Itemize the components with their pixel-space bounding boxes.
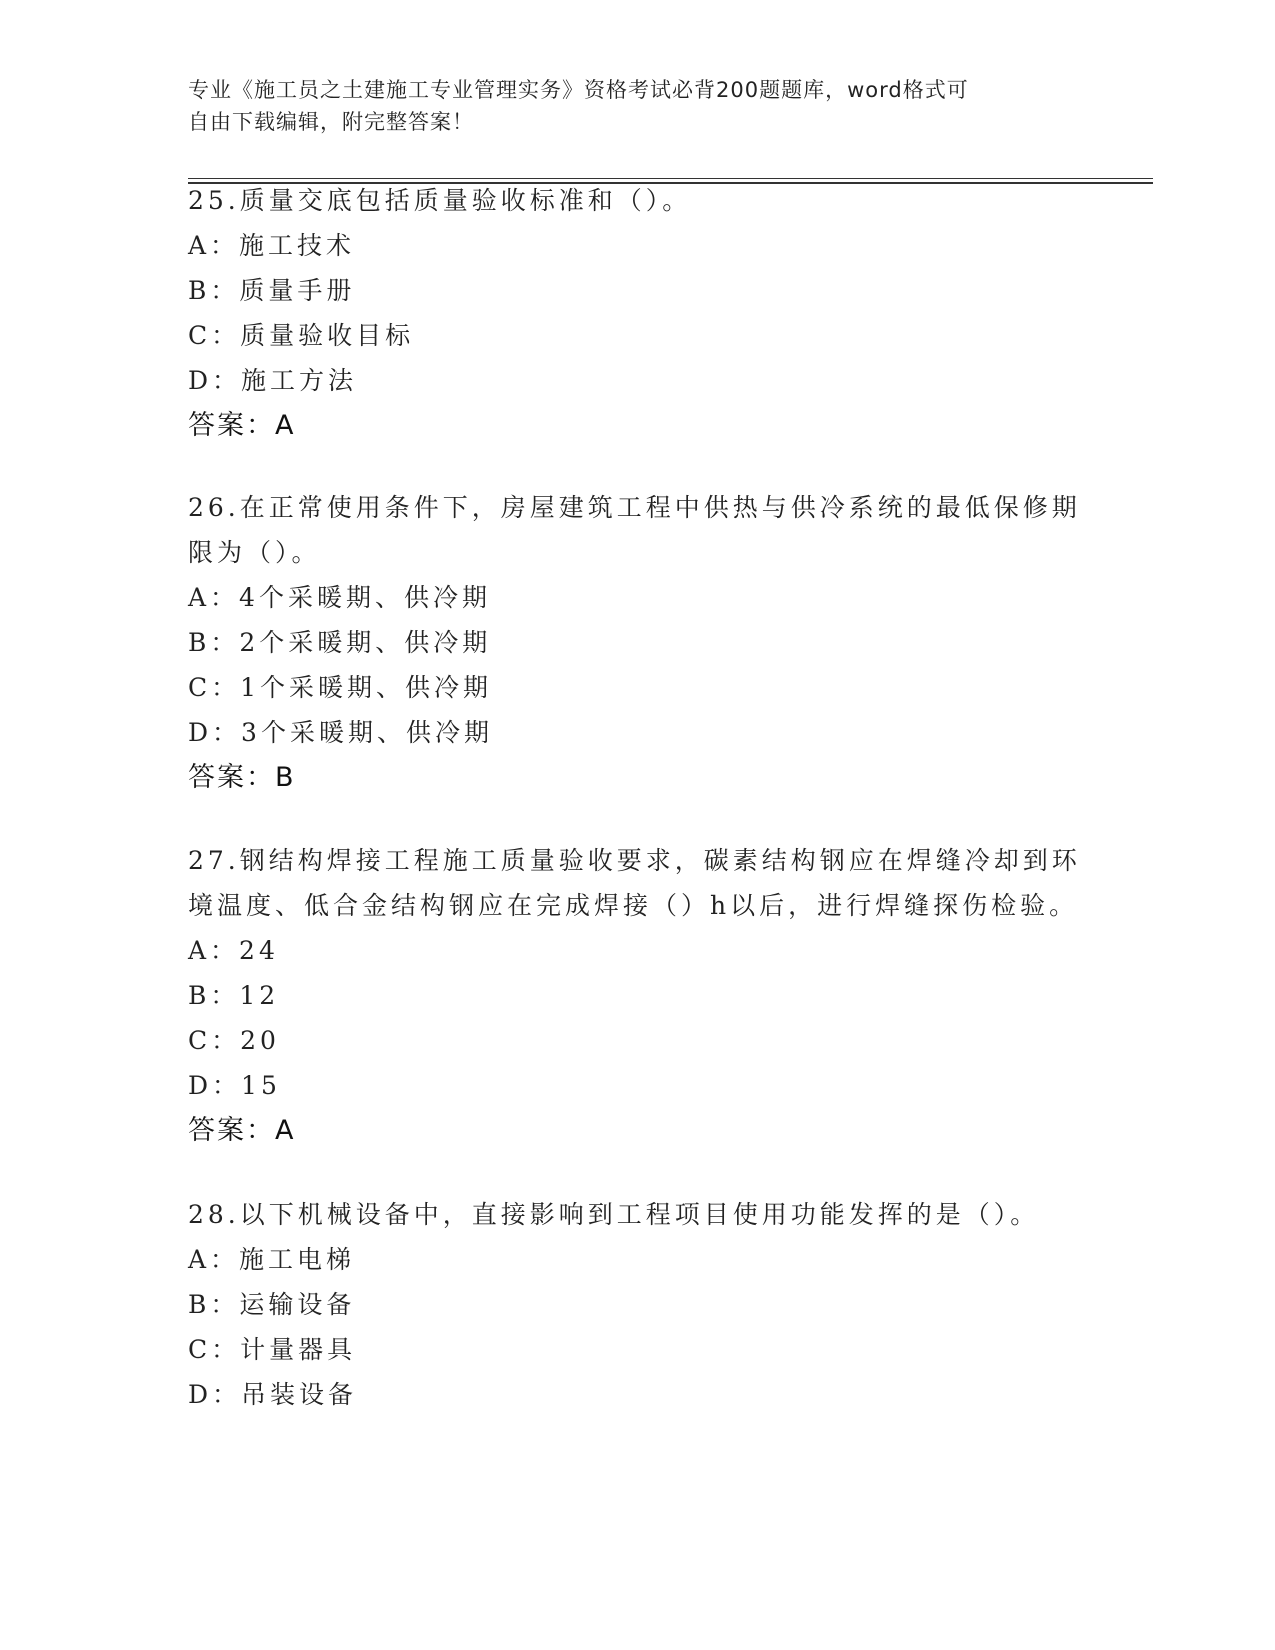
- option-a: A：施工技术: [188, 231, 356, 260]
- question-27: [188, 838, 1088, 1153]
- question-28: [188, 1192, 1088, 1417]
- option-c: C：1个采暖期、供冷期: [188, 673, 493, 702]
- answer-label: 答案：A: [188, 410, 296, 441]
- option-b: B：运输设备: [188, 1290, 356, 1319]
- option-d: D：施工方法: [188, 366, 358, 395]
- question-stem: 28.以下机械设备中，直接影响到工程项目使用功能发挥的是（）。: [188, 1200, 1040, 1229]
- option-d: D：3个采暖期、供冷期: [188, 718, 493, 747]
- question-stem: 27.钢结构焊接工程施工质量验收要求，碳素结构钢应在焊缝冷却到环境温度、低合金结构钢应在完成焊接（）h以后，进行焊缝探伤检验。: [188, 846, 1081, 920]
- option-a: A：24: [188, 936, 279, 965]
- option-d: D：吊装设备: [188, 1380, 358, 1409]
- option-c: C：质量验收目标: [188, 321, 415, 350]
- question-26: [188, 485, 1088, 800]
- question-stem: 25.质量交底包括质量验收标准和（）。: [188, 186, 692, 215]
- option-b: B：质量手册: [188, 276, 356, 305]
- header-line-2: 自由下载编辑，附完整答案！: [188, 110, 474, 134]
- option-c: C：计量器具: [188, 1335, 357, 1364]
- option-a: A：4个采暖期、供冷期: [188, 583, 491, 612]
- option-d: D：15: [188, 1071, 281, 1100]
- question-stem: 26.在正常使用条件下，房屋建筑工程中供热与供冷系统的最低保修期限为（）。: [188, 493, 1081, 567]
- option-a: A：施工电梯: [188, 1245, 356, 1274]
- option-c: C：20: [188, 1026, 280, 1055]
- option-b: B：12: [188, 981, 280, 1010]
- document-header: [188, 74, 1068, 138]
- header-line-1: 专业《施工员之土建施工专业管理实务》资格考试必背200题题库，word格式可: [188, 78, 969, 102]
- answer-label: 答案：A: [188, 1115, 296, 1146]
- question-25: [188, 178, 1088, 448]
- option-b: B：2个采暖期、供冷期: [188, 628, 492, 657]
- answer-label: 答案：B: [188, 762, 296, 793]
